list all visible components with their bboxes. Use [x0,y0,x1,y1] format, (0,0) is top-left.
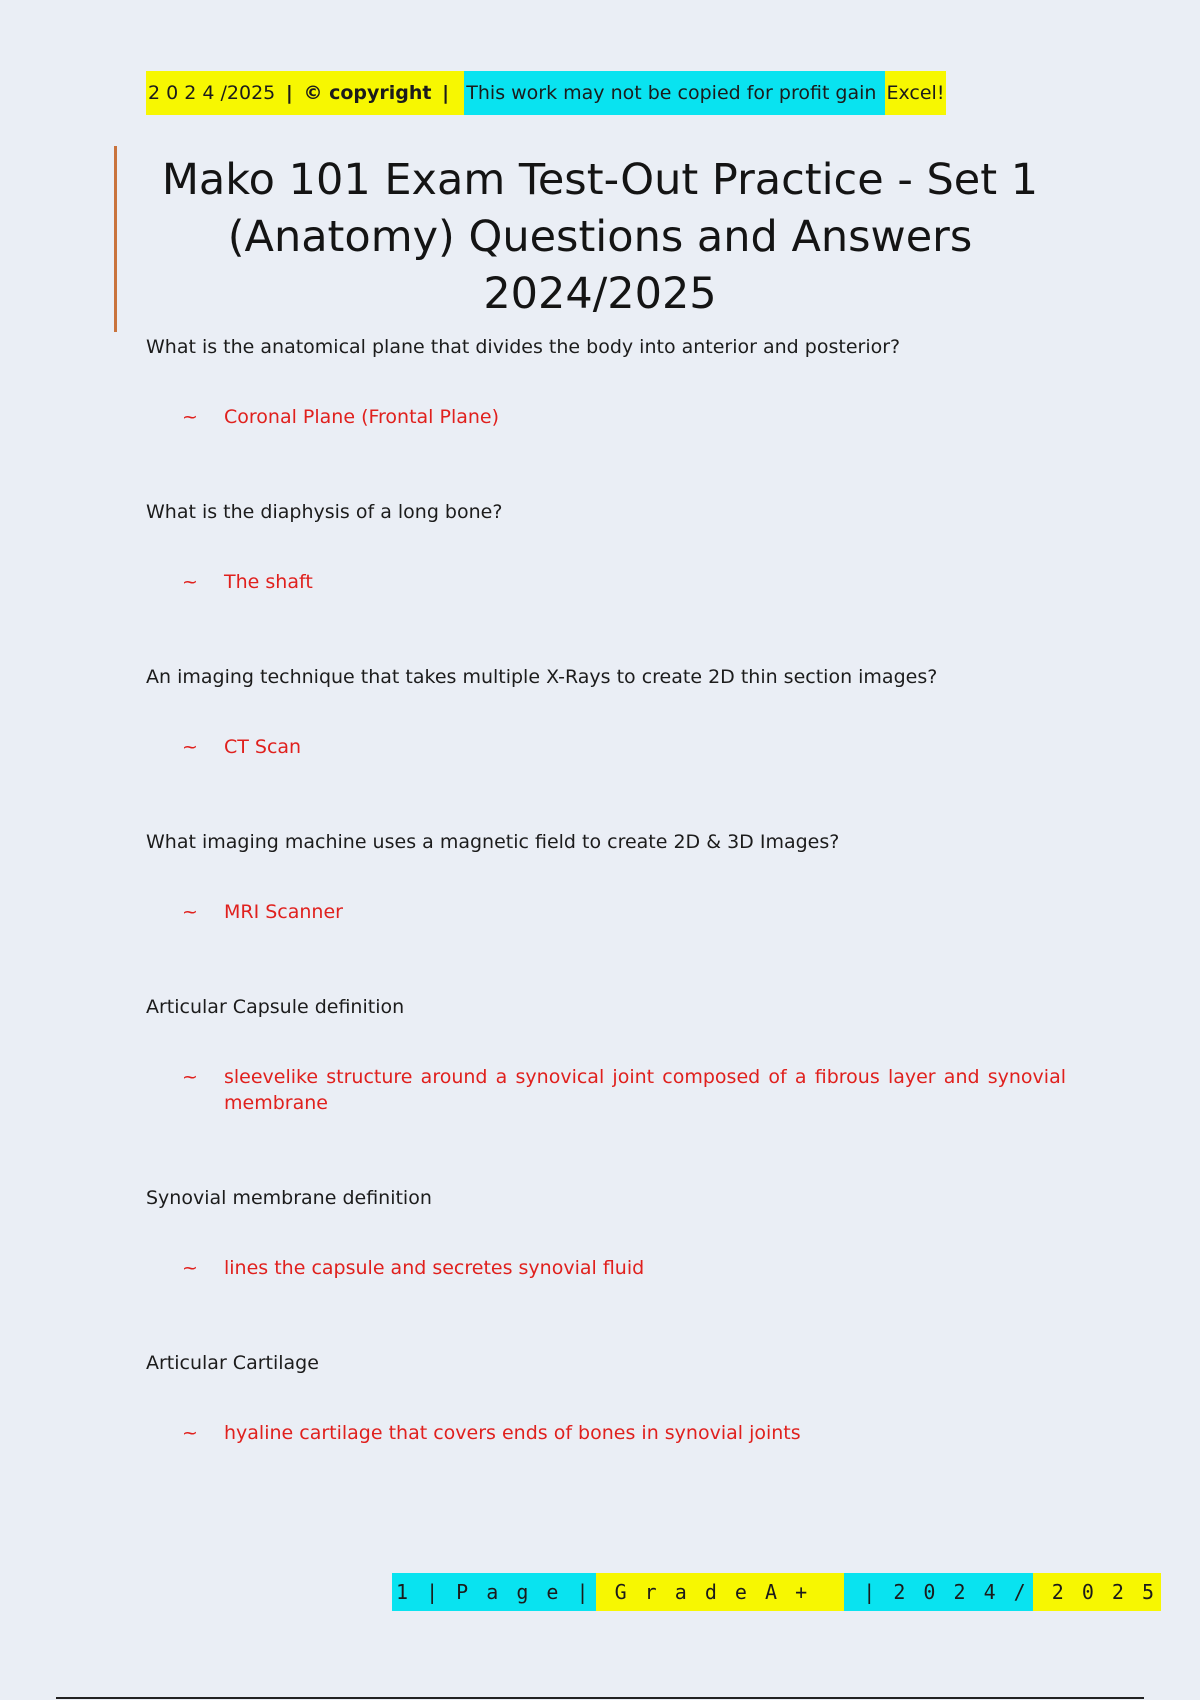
qa-item [146,332,1066,430]
answer-row [146,569,1066,595]
page-bottom-rule [56,1697,1144,1699]
qa-item [146,662,1066,760]
title-accent-rule [114,146,117,332]
footer-year-start: | 2 0 2 4 / [844,1573,1033,1611]
tilde-bullet: ~ [182,406,198,428]
qa-item [146,1183,1066,1281]
tilde-bullet: ~ [182,1422,198,1444]
question-text: What imaging machine uses a magnetic field to create 2D & 3D Images? [146,831,840,853]
document-title: Mako 101 Exam Test-Out Practice - Set 1 (Anatomy) Questions and Answers 2024/2025 [161,155,1039,319]
page-footer-band [392,1573,1161,1611]
qa-item [146,497,1066,595]
tilde-bullet: ~ [182,1066,198,1088]
qa-item [146,1348,1066,1446]
answer-row [146,1420,1066,1446]
footer-page-number: 1 | P a g e | [392,1573,596,1611]
header-excel: Excel! [885,71,947,115]
answer-row [146,1255,1066,1281]
answer-text: sleevelike structure around a synovical joint composed of a fibrous layer and synovial membrane [224,1066,1066,1114]
header-year: 2 0 2 4 /2025 [146,71,277,115]
tilde-bullet: ~ [182,901,198,923]
answer-text: Coronal Plane (Frontal Plane) [224,406,500,428]
answer-text: MRI Scanner [224,901,343,923]
qa-item [146,827,1066,925]
header-separator-2: | [433,71,464,115]
qa-item [146,992,1066,1116]
tilde-bullet: ~ [182,736,198,758]
qa-list [146,332,1066,1446]
answer-row [146,404,1066,430]
answer-row [146,899,1066,925]
answer-text: lines the capsule and secretes synovial fluid [224,1257,645,1279]
answer-text: hyaline cartilage that covers ends of bones in synovial joints [224,1422,801,1444]
footer-year-end: 2 0 2 5 [1033,1573,1161,1611]
question-text: Articular Capsule definition [146,996,405,1018]
tilde-bullet: ~ [182,571,198,593]
answer-row [146,1064,1066,1116]
answer-row [146,734,1066,760]
tilde-bullet: ~ [182,1257,198,1279]
header-separator: | [277,71,301,115]
header-copyright: © copyright [301,71,433,115]
copyright-header-band [146,71,946,115]
question-text: Synovial membrane definition [146,1187,432,1209]
question-text: An imaging technique that takes multiple X-Rays to create 2D thin section images? [146,666,938,688]
question-text: What is the anatomical plane that divides the body into anterior and posterior? [146,336,901,358]
footer-grade: G r a d e A + [596,1573,845,1611]
question-text: What is the diaphysis of a long bone? [146,501,503,523]
header-notice: This work may not be copied for profit gain [464,71,884,115]
question-text: Articular Cartilage [146,1352,319,1374]
answer-text: The shaft [224,571,313,593]
answer-text: CT Scan [224,736,302,758]
